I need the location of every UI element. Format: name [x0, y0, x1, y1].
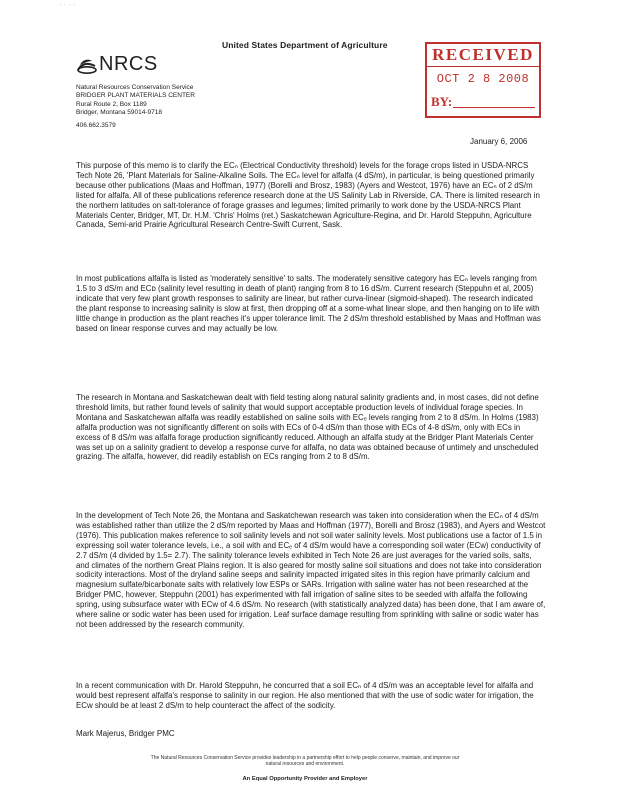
nrcs-logo-icon: [76, 56, 98, 74]
scan-artifact: " " " ": [60, 3, 77, 8]
signature: Mark Majerus, Bridger PMC: [76, 729, 175, 738]
address-line: BRIDGER PLANT MATERIALS CENTER: [76, 92, 195, 100]
agency-name: United States Department of Agriculture: [222, 40, 388, 50]
paragraph-1: This purpose of this memo is to clarify the ECₙ (Electrical Conductivity threshold) levels for the forage crops listed in USDA-NRCS Tech Note 26, 'Plant Materials for Saline-Alkaline Soils. The ECₙ level for alfalfa (4 dS/m), in particular, is being questioned primarily because other publications (Maas and Hoffman, 1977) (Borelli and Brosz, 1983) (Ayers and Westcot, 1976) have an ECₙ of 2 dS/m listed for alfalfa. All of these publications reference research done at the US Salinity Lab in Riverside, CA. There is limited research in the northern latitudes on salt-tolerance of forage grasses and legumes; limited primarily to work done by the USDA-NRCS Plant Materials Center, Bridger, MT, Dr. H.M. 'Chris' Holms (ret.) Saskatchewan Agriculture-Regina, and Dr. Harold Steppuhn, Agriculture Canada, Semi-arid Prairie Agricultural Research Centre-Swift Current, Sask.: [76, 161, 540, 230]
address-line: Natural Resources Conservation Service: [76, 84, 194, 91]
stamp-date: OCT 2 8 2008: [436, 72, 530, 86]
paragraph-3: The research in Montana and Saskatchewan dealt with field testing along natural salinity gradients and, in most cases, did not define threshold limits, but rather found levels of salinity that would support acceptable production levels of individual forage species. In Montana and Saskatchewan alfalfa was readily established on saline soils with ECₑ levels ranging from 2 to 8 dS/m. In Holms (1983) alfalfa production was not significantly different on soils with ECs of 0-4 dS/m than those with ECs of 4-8 dS/m, only with ECs in excess of 8 dS/m was alfalfa forage production significantly reduced. Although an alfalfa study at the Bridger Plant Materials Center was set up on a salinity gradient to develop a response curve for alfalfa, no data was obtained because of untimely and unscheduled grazing. The alfalfa, however, did readily establish on ECs ranging from 2 to 8 dS/m.: [76, 393, 539, 462]
address-line: Bridger, Montana 59014-9718: [76, 109, 163, 117]
paragraph-4: In the development of Tech Note 26, the Montana and Saskatchewan research was taken into consideration when the ECₙ of 4 dS/m was established rather than utilize the 2 dS/m reported by Maas and Hoffman (1977), Borelli and Brosz (1983), and Ayers and Westcot (1976). This publication makes reference to soil salinity levels and not soil water salinity levels. Most publications use a factor of 1.5 in expressing soil water tolerance levels, i.e., a soil with and ECₑ of 4 dS/m would have a corresponding soil water (ECᴡ) conductivity of 2.7 dS/m (4 divided by 1.5= 2.7). The salinity tolerance levels exhibited in Tech Note 26 are just averages for the varied soils, salts, and climates of the northern Great Plains region. It is also geared for mostly saline soil situations and does not take into consideration sodicity interactions. Most of the dryland saline seeps and salinity impacted irrigated sites in this region have primarily calcium and magnesium sulfate/bicarbonate salts with relatively low ESPs or SARs. Irrigation with saline water has not been researched at the Bridger PMC, however, Steppuhn (2001) has experimented with fall irrigation of saline sites to be seeded with alfalfa the following spring, using subsurface water with ECᴡ of 4.6 dS/m. No research (with statistically analyzed data) has been done, that I am aware of, where saline or sodic water has been used for irrigation. Leaf surface damage resulting from sprinkling with saline or sodic water has not been addressed by the research community.: [76, 511, 546, 629]
stamp-divider: [427, 66, 539, 67]
paragraph-5: In a recent communication with Dr. Harold Steppuhn, he concurred that a soil ECₙ of 4 dS/m was an acceptable level for alfalfa and would best represent alfalfa's response to salinity in our region. He also mentioned that with the use of sodic water for irrigation, the ECᴡ should be at least 2 dS/m to help counteract the affect of the sodicity.: [76, 681, 534, 710]
memo-date: January 6, 2006: [470, 137, 528, 146]
stamp-by-label: BY:: [431, 94, 453, 109]
paragraph-2: In most publications alfalfa is listed as 'moderately sensitive' to salts. The moderately sensitive category has ECₙ levels ranging from 1.5 to 3 dS/m and ECᴅ (salinity level resulting in death of plant) ranging from 8 to 16 dS/m. Current research (Steppuhn et al, 2005) indicate that very few plant growth responses to salinity are linear, but rather curva-linear (sigmoid-shaped). The research indicated the plant response to increasing salinity is slow at first, then dropping off at a some-what linear slope, and then hanging on to life with little change in production as the plant reaches it's upper tolerance limit. The 2 dS/m threshold established by Maas and Hoffman was based on linear response curves and may actually be low.: [76, 274, 541, 333]
logo-text: NRCS: [99, 53, 158, 75]
stamp-title: RECEIVED: [432, 45, 534, 64]
phone-number: 406.662.3579: [76, 121, 116, 129]
equal-opportunity: An Equal Opportunity Provider and Employer: [242, 776, 368, 782]
footer-mission: The Natural Resources Conservation Service provides leadership in a partnership effort to help people conserve, maintain, and improve our natural resources and environment.: [150, 755, 460, 768]
stamp-signature-line: [453, 107, 535, 108]
nrcs-logo: [76, 53, 158, 76]
address-block: [76, 84, 195, 130]
address-line: Rural Route 2, Box 1189: [76, 100, 147, 108]
received-stamp: [425, 42, 541, 118]
